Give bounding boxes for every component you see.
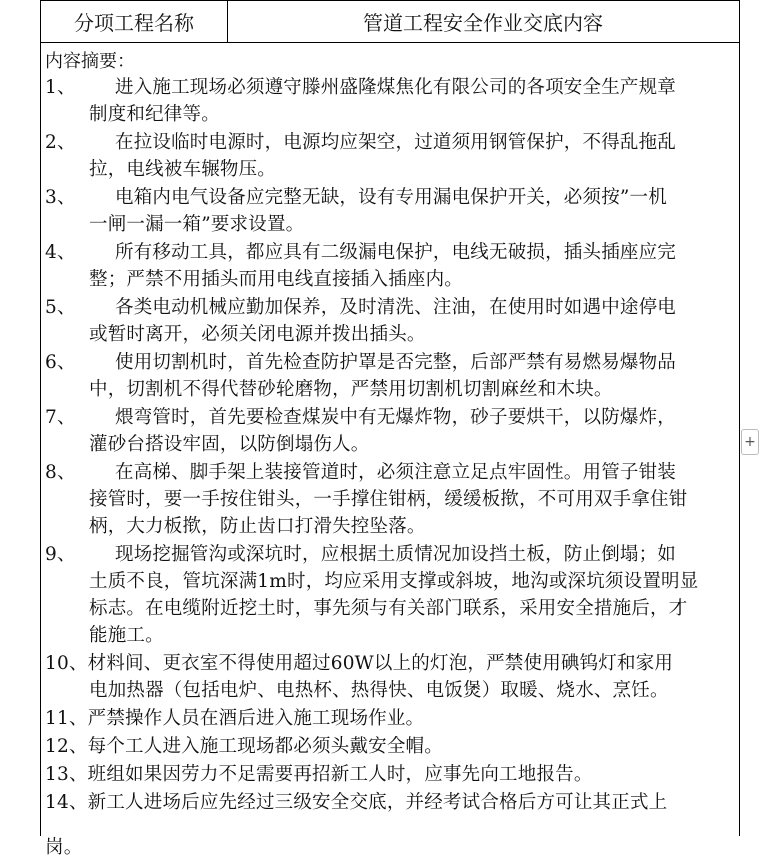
list-item: 11、严禁操作人员在酒后进入施工现场作业。 — [45, 708, 425, 729]
summary-label: 内容摘要： — [45, 51, 135, 72]
list-item: 3、 电箱内电气设备应完整无缺，设有专用漏电保护开关，必须按”一机 — [45, 183, 667, 209]
list-item: 10、材料间、更衣室不得使用超过60W以上的灯泡，严禁使用碘钨灯和家用 — [45, 653, 674, 674]
safety-briefing-table — [40, 0, 740, 858]
list-item-cont: 土质不良，管坑深满1m时，均应采用支撑或斜坡，地沟或深坑须设置明显 — [89, 571, 699, 592]
list-item: 5、 各类电动机械应勤加保养，及时清洗、注油，在使用时如遇中途停电 — [45, 293, 676, 319]
item-number: 5、 — [45, 297, 76, 318]
list-item: 8、 在高梯、脚手架上装接管道时，必须注意立足点牢固性。用管子钳装 — [45, 458, 676, 484]
table-header-row — [41, 0, 739, 43]
item-number: 4、 — [45, 242, 76, 263]
list-item: 13、班组如果因劳力不足需要再招新工人时，应事先向工地报告。 — [45, 764, 593, 785]
list-item-cont: 能施工。 — [89, 625, 164, 646]
list-item-cont: 制度和纪律等。 — [89, 104, 220, 125]
list-item-cont: 灌砂台搭设牢固，以防倒塌伤人。 — [89, 434, 370, 455]
item-number: 12、 — [45, 736, 88, 757]
item-number: 14、 — [45, 792, 88, 813]
list-item-cont: 一闸一漏一箱”要求设置。 — [89, 214, 305, 235]
item-number: 6、 — [45, 352, 76, 373]
item-number: 13、 — [45, 764, 88, 785]
list-item: 9、 现场挖掘管沟或深坑时，应根据土质情况加设挡土板，防止倒塌；如 — [45, 540, 676, 566]
list-item: 4、 所有移动工具，都应具有二级漏电保护，电线无破损，插头插座应完 — [45, 238, 676, 264]
list-item: 7、 煨弯管时，首先要检查煤炭中有无爆炸物，砂子要烘干，以防爆炸， — [45, 403, 676, 429]
item-number: 9、 — [45, 544, 76, 565]
item-number: 3、 — [45, 187, 76, 208]
list-item: 12、每个工人进入施工现场都必须头戴安全帽。 — [45, 736, 443, 757]
list-item-cont: 中，切割机不得代替砂轮磨物，严禁用切割机切割麻丝和木块。 — [89, 379, 613, 400]
list-item-cont: 接管时，要一手按住钳头，一手撑住钳柄，缓缓板揿，不可用双手拿住钳 — [89, 489, 688, 510]
item-number: 10、 — [45, 653, 88, 674]
list-item: 6、 使用切割机时，首先检查防护罩是否完整，后部严禁有易燃易爆物品 — [45, 348, 676, 374]
list-item-cont: 标志。在电缆附近挖土时，事先须与有关部门联系，采用安全措施后，才 — [89, 598, 688, 619]
item-number: 7、 — [45, 407, 76, 428]
list-item-cont: 电加热器（包括电炉、电热杯、热得快、电饭煲）取暖、烧水、烹饪。 — [89, 680, 669, 701]
list-item-cont: 岗。 — [45, 837, 83, 858]
item-number: 11、 — [45, 708, 88, 729]
list-item-cont: 或暂时离开，必须关闭电源并拨出插头。 — [89, 324, 426, 345]
list-item-cont: 整；严禁不用插头而用电线直接插入插座内。 — [89, 269, 464, 290]
item-number: 8、 — [45, 462, 76, 483]
expand-plus-button[interactable]: + — [741, 429, 759, 455]
list-item: 1、 进入施工现场必须遵守滕州盛隆煤焦化有限公司的各项安全生产规章 — [45, 73, 676, 99]
list-item: 14、新工人进场后应先经过三级安全交底，并经考试合格后方可让其正式上 — [45, 792, 668, 813]
header-briefing-title: 管道工程安全作业交底内容 — [363, 11, 603, 35]
list-item-cont: 拉，电线被车辗物压。 — [89, 159, 277, 180]
list-item: 2、 在拉设临时电源时，电源均应架空，过道须用钢管保护，不得乱拖乱 — [45, 128, 676, 154]
item-number: 1、 — [45, 77, 76, 98]
header-project-name: 分项工程名称 — [41, 1, 228, 42]
list-item-cont: 柄，大力板揿，防止齿口打滑失控坠落。 — [89, 516, 426, 537]
item-number: 2、 — [45, 132, 76, 153]
